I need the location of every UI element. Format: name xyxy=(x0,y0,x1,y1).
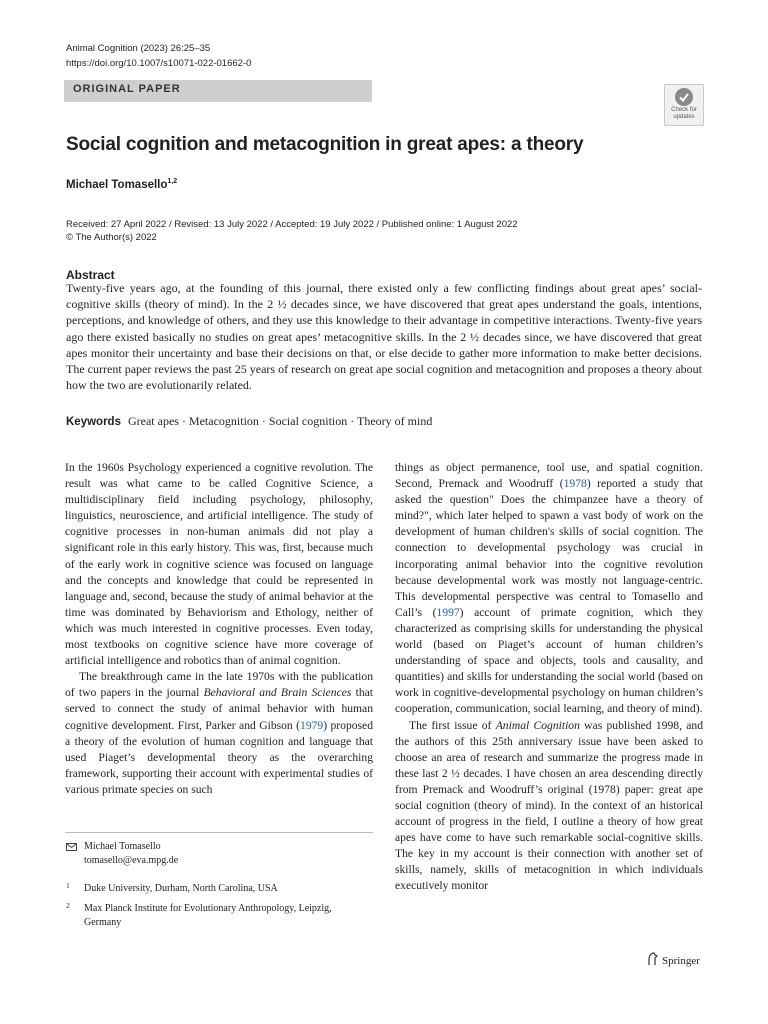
paper-title: Social cognition and metacognition in great apes: a theory xyxy=(66,134,584,155)
affiliation-number: 1 xyxy=(66,881,70,890)
check-for-updates-icon[interactable] xyxy=(664,84,704,126)
body-right-column xyxy=(395,460,703,895)
check-badge-circle xyxy=(675,88,693,106)
abstract-text: Twenty-five years ago, at the founding of this journal, there existed only a few conflicting findings about great apes’ social-cognitive skills (theory of mind). In the 2 ½ decades since, we have discovered that great apes understand the goals, intentions, perceptions, and knowledge of others, and they use this knowledge to their advantage in competitive interactions. Twenty-five years ago there existed basically no studies on great apes’ metacognitive skills. In the 2 ½ decades since, we have discovered that great apes monitor their uncertainty and base their decisions on that, or else decide to gather more information to make better decisions. The current paper reviews the past 25 years of research on great ape social cognition and metacognition and proposes a theory about how the two are evolutionarily related. xyxy=(66,281,702,393)
publication-dates xyxy=(66,218,518,244)
journal-reference xyxy=(66,41,251,71)
article-type-banner xyxy=(64,80,372,102)
author-affiliation-marks: 1,2 xyxy=(167,178,178,185)
body-paragraph: The first issue of Animal Cognition was published 1998, and the authors of this 25th anniversary issue have been asked to choose an area of research and summarize the progress made in these last 2 ½ decades. I have chosen an area descending directly from Premack and Woodruff’s original (1978) paper: great ape social cognition (theory of mind). In the context of an historical account of progress in the field, I outline a theory of how great apes have come to have such remarkable social-cognitive skills. The key in my account is their connection with another set of skills, namely, skills of metacognition in which individuals executively monitor xyxy=(395,718,703,893)
affiliation-2: Max Planck Institute for Evolutionary Anthropology, Leipzig, Germany xyxy=(84,903,332,928)
citation-link[interactable]: 1978 xyxy=(563,477,587,491)
body-paragraph: The breakthrough came in the late 1970s with the publication of two papers in the journal Behavioral and Brain Sciences that served to connect the study of animal behavior with human cognitive development. First, Parker and Gibson (1979) proposed a theory of the evolution of human cognition and language that used Piaget’s developmental theory as the overarching framework, supporting their account with experimental studies of various primate species on such xyxy=(65,670,373,796)
doi-link[interactable]: https://doi.org/10.1007/s10071-022-01662-0 xyxy=(66,58,252,69)
contact-name: Michael Tomasello xyxy=(84,841,161,852)
article-type-label: ORIGINAL PAPER xyxy=(73,83,181,95)
journal-name: Animal Cognition xyxy=(495,718,580,732)
body-paragraph: In the 1960s Psychology experienced a cognitive revolution. The result was what came to be called Cognitive Science, a multidisciplinary field including psychology, philosophy, linguistics, neuroscience, and artificial intelligence. The study of cognitive processes in non-human animals did not play a significant role in this early history. This was, first, because much of the early work in cognitive science was focused on language and the concepts and knowledge that could be represented in language and, second, because the study of animal behavior at the time was dominated by Behaviorism and Ethology, neither of which was much interested in cognitive processes. Even today, most textbooks on cognitive science have more coverage of artificial intelligence and robotics than of animal cognition. xyxy=(65,461,373,668)
corresponding-author xyxy=(84,840,178,868)
publisher-name: Springer xyxy=(662,954,700,967)
keywords-list: Great apes · Metacognition · Social cognition · Theory of mind xyxy=(127,414,433,428)
check-badge-text: Check for updates xyxy=(671,107,697,120)
journal-citation: Animal Cognition (2023) 26:25–35 xyxy=(66,43,211,54)
keywords-label: Keywords xyxy=(66,416,121,428)
citation-link[interactable]: 1979 xyxy=(300,718,324,732)
affiliation-1: Duke University, Durham, North Carolina, USA xyxy=(84,883,278,894)
springer-horse-icon xyxy=(646,952,658,969)
contact-email[interactable]: tomasello@eva.mpg.de xyxy=(84,855,179,866)
copyright: © The Author(s) 2022 xyxy=(66,232,157,243)
body-left-column xyxy=(65,460,373,798)
footnote-separator xyxy=(65,832,373,833)
publisher-mark xyxy=(646,952,700,969)
author-name[interactable]: Michael Tomasello xyxy=(66,178,168,191)
citation-link[interactable]: 1997 xyxy=(436,605,460,619)
date-history: Received: 27 April 2022 / Revised: 13 July 2022 / Accepted: 19 July 2022 / Published online: 1 August 2022 xyxy=(66,219,518,230)
keywords xyxy=(66,414,432,429)
affiliation-number: 2 xyxy=(66,901,70,910)
abstract-heading: Abstract xyxy=(66,268,115,282)
journal-name: Behavioral and Brain Sciences xyxy=(203,686,352,700)
author-line xyxy=(66,178,177,191)
body-paragraph: things as object permanence, tool use, and spatial cognition. Second, Premack and Woodruff (1978) reported a study that asked the question" Does the chimpanzee have a theory of mind?", which later helped to spawn a vast body of work on the development of human children's skills of social cognition. The connection to developmental psychology was crucial in incorporating animal behavior into the cognitive revolution because developmental work was mostly not language-centric. This developmental perspective was central to Tomasello and Call’s (1997) account of primate cognition, which they characterized as comprising skills for understanding the physical world (based on Piaget’s account of human children’s understanding of space and objects, tools and causality, and quantities) and skills for understanding the social world (based on work in cognitive-developmental psychology on human children’s cooperation, communication, social learning, and theory of mind). xyxy=(395,461,704,716)
email-icon xyxy=(66,843,77,851)
